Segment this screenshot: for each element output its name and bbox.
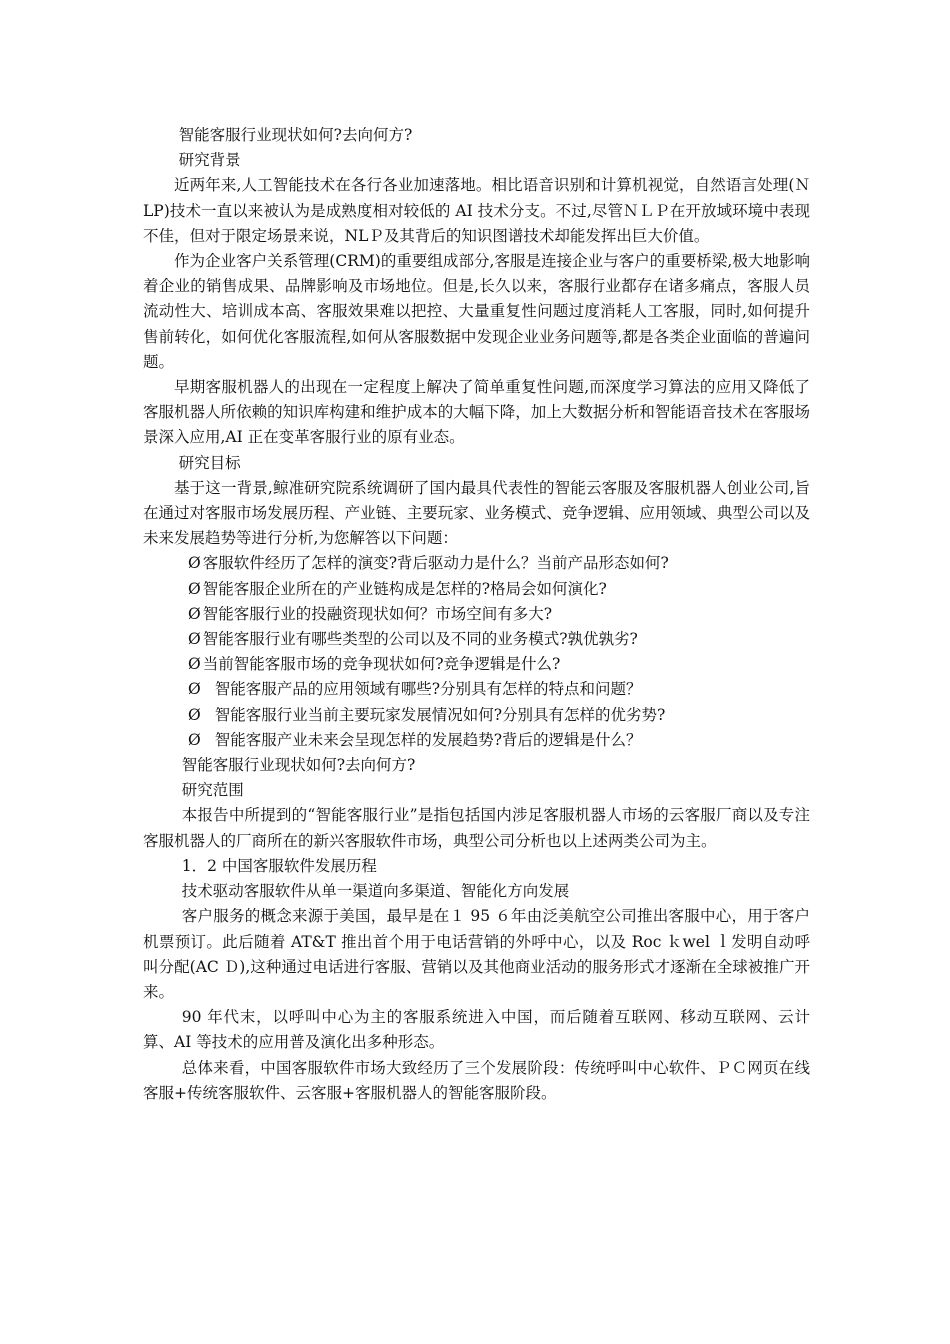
document-title-repeat: 智能客服行业现状如何?去向何方? [181,756,416,775]
bullet-icon: Ø [188,554,201,573]
paragraph-origin: 客户服务的概念来源于美国，最早是在１ 95 ６年由泛美航空公司推出客服中心，用于客户机票预订。此后随着 AT&T 推出首个用于电话营销的外呼中心，以及 Roc ｋwel ｌ发明自动呼叫分配(AC Ｄ),这种通过电话进行客服、营销以及其他商业活动的服务形式才逐渐在全球被推广开来。 [143,907,810,1001]
list-item [143,627,810,652]
list-item [143,577,810,602]
list-item-text: 智能客服行业当前主要玩家发展情况如何?分别具有怎样的优劣势? [214,705,666,724]
paragraph-research-goal: 基于这一背景,鲸准研究院系统调研了国内最具代表性的智能云客服及客服机器人创业公司,旨在通过对客服市场发展历程、产业链、主要玩家、业务模式、竞争逻辑、应用领域、典型公司以及未来发展趋势等进行分析,为您解答以下问题： [143,478,810,548]
list-item-text: 智能客服产品的应用领域有哪些?分别具有怎样的特点和问题？ [214,680,642,699]
section-heading-goal: 研究目标 [178,453,241,472]
bullet-icon: Ø [188,630,201,649]
section-heading-scope: 研究范围 [181,781,244,800]
bullet-icon: Ø [188,604,201,623]
list-item-text: 智能客服产业未来会呈现怎样的发展趋势?背后的逻辑是什么？ [214,730,642,749]
list-item-text: 当前智能客服市场的竞争现状如何?竞争逻辑是什么? [202,655,561,674]
list-item [143,728,810,753]
list-item-text: 客服软件经历了怎样的演变?背后驱动力是什么？当前产品形态如何? [202,554,669,573]
document-page [143,123,810,1106]
list-item-text: 智能客服企业所在的产业链构成是怎样的?格局会如何演化? [202,579,607,598]
paragraph-90s: 90 年代末，以呼叫中心为主的客服系统进入中国，而后随着互联网、移动互联网、云计算、AI 等技术的应用普及演化出多种形态。 [143,1008,810,1052]
list-item [143,602,810,627]
paragraph-nlp-intro: 近两年来,人工智能技术在各行各业加速落地。相比语音识别和计算机视觉，自然语言处理(ＮLP)技术一直以来被认为是成熟度相对较低的 AI 技术分支。不过,尽管ＮＬＰ在开放域环境中表现不佳，但对于限定场景来说，NLＰ及其背后的知识图谱技术却能发挥出巨大价值。 [143,176,810,245]
bullet-icon: Ø [188,730,201,749]
list-item [143,551,810,576]
list-item-text: 智能客服行业的投融资现状如何？市场空间有多大? [202,604,553,623]
list-item-text: 智能客服行业有哪些类型的公司以及不同的业务模式?孰优孰劣? [202,630,638,649]
section-heading-history: 1．2 中国客服软件发展历程 [181,856,377,875]
bullet-icon: Ø [188,680,201,699]
paragraph-stages: 总体来看，中国客服软件市场大致经历了三个发展阶段：传统呼叫中心软件、ＰＣ网页在线客服+传统客服软件、云客服+客服机器人的智能客服阶段。 [143,1058,810,1102]
bullet-icon: Ø [188,705,201,724]
document-title: 智能客服行业现状如何?去向何方? [178,126,413,144]
list-item [143,677,810,702]
bullet-icon: Ø [188,579,201,598]
paragraph-crm: 作为企业客户关系管理(CRM)的重要组成部分,客服是连接企业与客户的重要桥梁,极大地影响着企业的销售成果、品牌影响及市场地位。但是,长久以来，客服行业都存在诸多痛点，客服人员流动性大、培训成本高、客服效果难以把控、大量重复性问题过度消耗人工客服，同时,如何提升售前转化，如何优化客服流程,如何从客服数据中发现企业业务问题等,都是各类企业面临的普遍问题。 [143,252,810,371]
question-list [143,551,810,753]
paragraph-scope: 本报告中所提到的“智能客服行业”是指包括国内涉足客服机器人市场的云客服厂商以及专注客服机器人的厂商所在的新兴客服软件市场，典型公司分析也以上述两类公司为主。 [143,806,810,850]
list-item [143,703,810,728]
list-item [143,652,810,677]
subheading-tech-driven: 技术驱动客服软件从单一渠道向多渠道、智能化方向发展 [181,882,570,901]
bullet-icon: Ø [188,655,201,674]
section-heading-background: 研究背景 [178,151,241,170]
paragraph-early-robots: 早期客服机器人的出现在一定程度上解决了简单重复性问题,而深度学习算法的应用又降低了客服机器人所依赖的知识库构建和维护成本的大幅下降，加上大数据分析和智能语音技术在客服场景深入应用,AI 正在变革客服行业的原有业态。 [143,378,810,447]
